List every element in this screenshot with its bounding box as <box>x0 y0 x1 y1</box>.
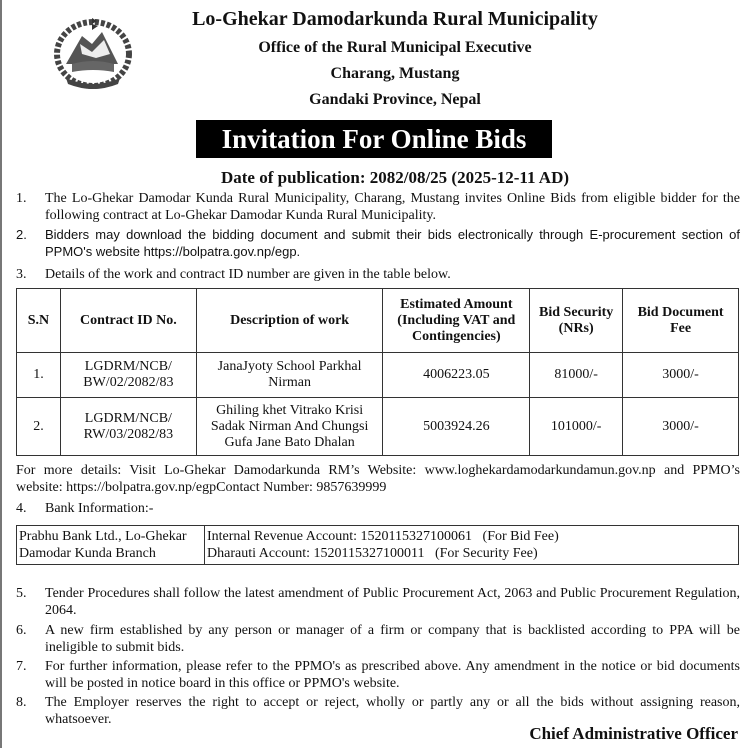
table-row <box>17 353 739 398</box>
bank-name: Prabhu Bank Ltd., Lo-Ghekar Damodar Kunda Branch <box>17 526 205 565</box>
cell-doc-fee: 3000/- <box>623 398 739 456</box>
account-bid-fee: Internal Revenue Account: 1520115327100061 (For Bid Fee) <box>207 529 559 544</box>
province: Gandaki Province, Nepal <box>309 91 481 108</box>
cell-sn: 2. <box>17 398 61 456</box>
paragraph-text: Tender Procedures shall follow the latest amendment of Public Procurement Act, 2063 and Public Procurement Regulation, 2064. <box>45 586 740 618</box>
cell-estimated-amount: 5003924.26 <box>383 398 530 456</box>
cell-estimated-amount: 4006223.05 <box>383 353 530 398</box>
paragraph-1 <box>16 190 740 224</box>
publication-date: Date of publication: 2082/08/25 (2025-12-11 AD) <box>220 168 570 187</box>
location: Charang, Mustang <box>330 65 460 82</box>
paragraph-number: 7. <box>16 659 27 674</box>
col-header-description: Description of work <box>196 289 383 353</box>
office-name: Office of the Rural Municipal Executive <box>258 39 532 56</box>
paragraph-number: 1. <box>16 191 27 206</box>
notice-title-banner: Invitation For Online Bids <box>196 120 552 158</box>
paragraph-text: The Lo-Ghekar Damodar Kunda Rural Municipality, Charang, Mustang invites Online Bids from eligible bidder for the following contract at Lo-Ghekar Damodar Kunda Rural Municipality. <box>45 191 740 223</box>
municipality-name: Lo-Ghekar Damodarkunda Rural Municipality <box>192 8 598 30</box>
cell-description: JanaJyoty School Parkhal Nirman <box>196 353 383 398</box>
paragraph-text: A new firm established by any person or manager of a firm or company that is backlisted according to PPA will be ineligible to submit bids. <box>45 623 740 655</box>
cell-contract-id: LGDRM/NCB/ BW/02/2082/83 <box>60 353 196 398</box>
paragraph-6 <box>16 622 740 656</box>
cell-doc-fee: 3000/- <box>623 353 739 398</box>
contracts-table <box>16 288 739 456</box>
paragraph-7 <box>16 658 740 692</box>
col-header-doc-fee: Bid Document Fee <box>623 289 739 353</box>
paragraph-number: 4. <box>16 501 27 516</box>
paragraph-8 <box>16 694 740 728</box>
paragraph-text: The Employer reserves the right to accept or reject, wholly or partly any or all the bids without assigning reason, whatsoever. <box>45 695 740 727</box>
page-left-border <box>0 0 2 748</box>
paragraph-number: 8. <box>16 695 27 710</box>
cell-contract-id: LGDRM/NCB/ RW/03/2082/83 <box>60 398 196 456</box>
paragraph-number: 5. <box>16 586 27 601</box>
table-row <box>17 526 739 565</box>
paragraph-text: For further information, please refer to the PPMO's as prescribed above. Any amendment in the notice or bid documents will be posted in notice board in this office or PPMO's website. <box>45 659 740 691</box>
signatory-title: Chief Administrative Officer <box>529 724 738 743</box>
col-header-sn: S.N <box>17 289 61 353</box>
cell-bid-security: 101000/- <box>530 398 623 456</box>
more-details-text: For more details: Visit Lo-Ghekar Damodarkunda RM’s Website: www.loghekardamodarkundamun.gov.np and PPMO’s website: https://bolpatra.gov.np/egpContact Number: 9857639999 <box>16 463 740 495</box>
paragraph-number: 2. <box>16 227 27 242</box>
table-header-row <box>17 289 739 353</box>
bank-info-table <box>16 525 739 565</box>
account-security-fee: Dharauti Account: 1520115327100011 (For Security Fee) <box>207 546 538 561</box>
paragraph-text: Details of the work and contract ID number are given in the table below. <box>45 267 451 282</box>
table-row <box>17 398 739 456</box>
paragraph-2 <box>16 226 740 260</box>
paragraph-text: Bank Information:- <box>45 501 154 516</box>
bank-accounts <box>205 526 739 565</box>
paragraph-5 <box>16 585 740 619</box>
cell-description: Ghiling khet Vitrako Krisi Sadak Nirman And Chungsi Gufa Jane Bato Dhalan <box>196 398 383 456</box>
col-header-bid-security: Bid Security (NRs) <box>530 289 623 353</box>
bank-info-heading <box>16 500 740 517</box>
cell-sn: 1. <box>17 353 61 398</box>
paragraph-3 <box>16 266 740 283</box>
paragraph-number: 6. <box>16 623 27 638</box>
col-header-estimated-amount: Estimated Amount (Including VAT and Contingencies) <box>383 289 530 353</box>
cell-bid-security: 81000/- <box>530 353 623 398</box>
paragraph-number: 3. <box>16 267 27 282</box>
col-header-contract-id: Contract ID No. <box>60 289 196 353</box>
paragraph-text: Bidders may download the bidding document and submit their bids electronically through E-procurement section of PPMO's website https://bolpatra.gov.np/egp. <box>45 227 740 259</box>
